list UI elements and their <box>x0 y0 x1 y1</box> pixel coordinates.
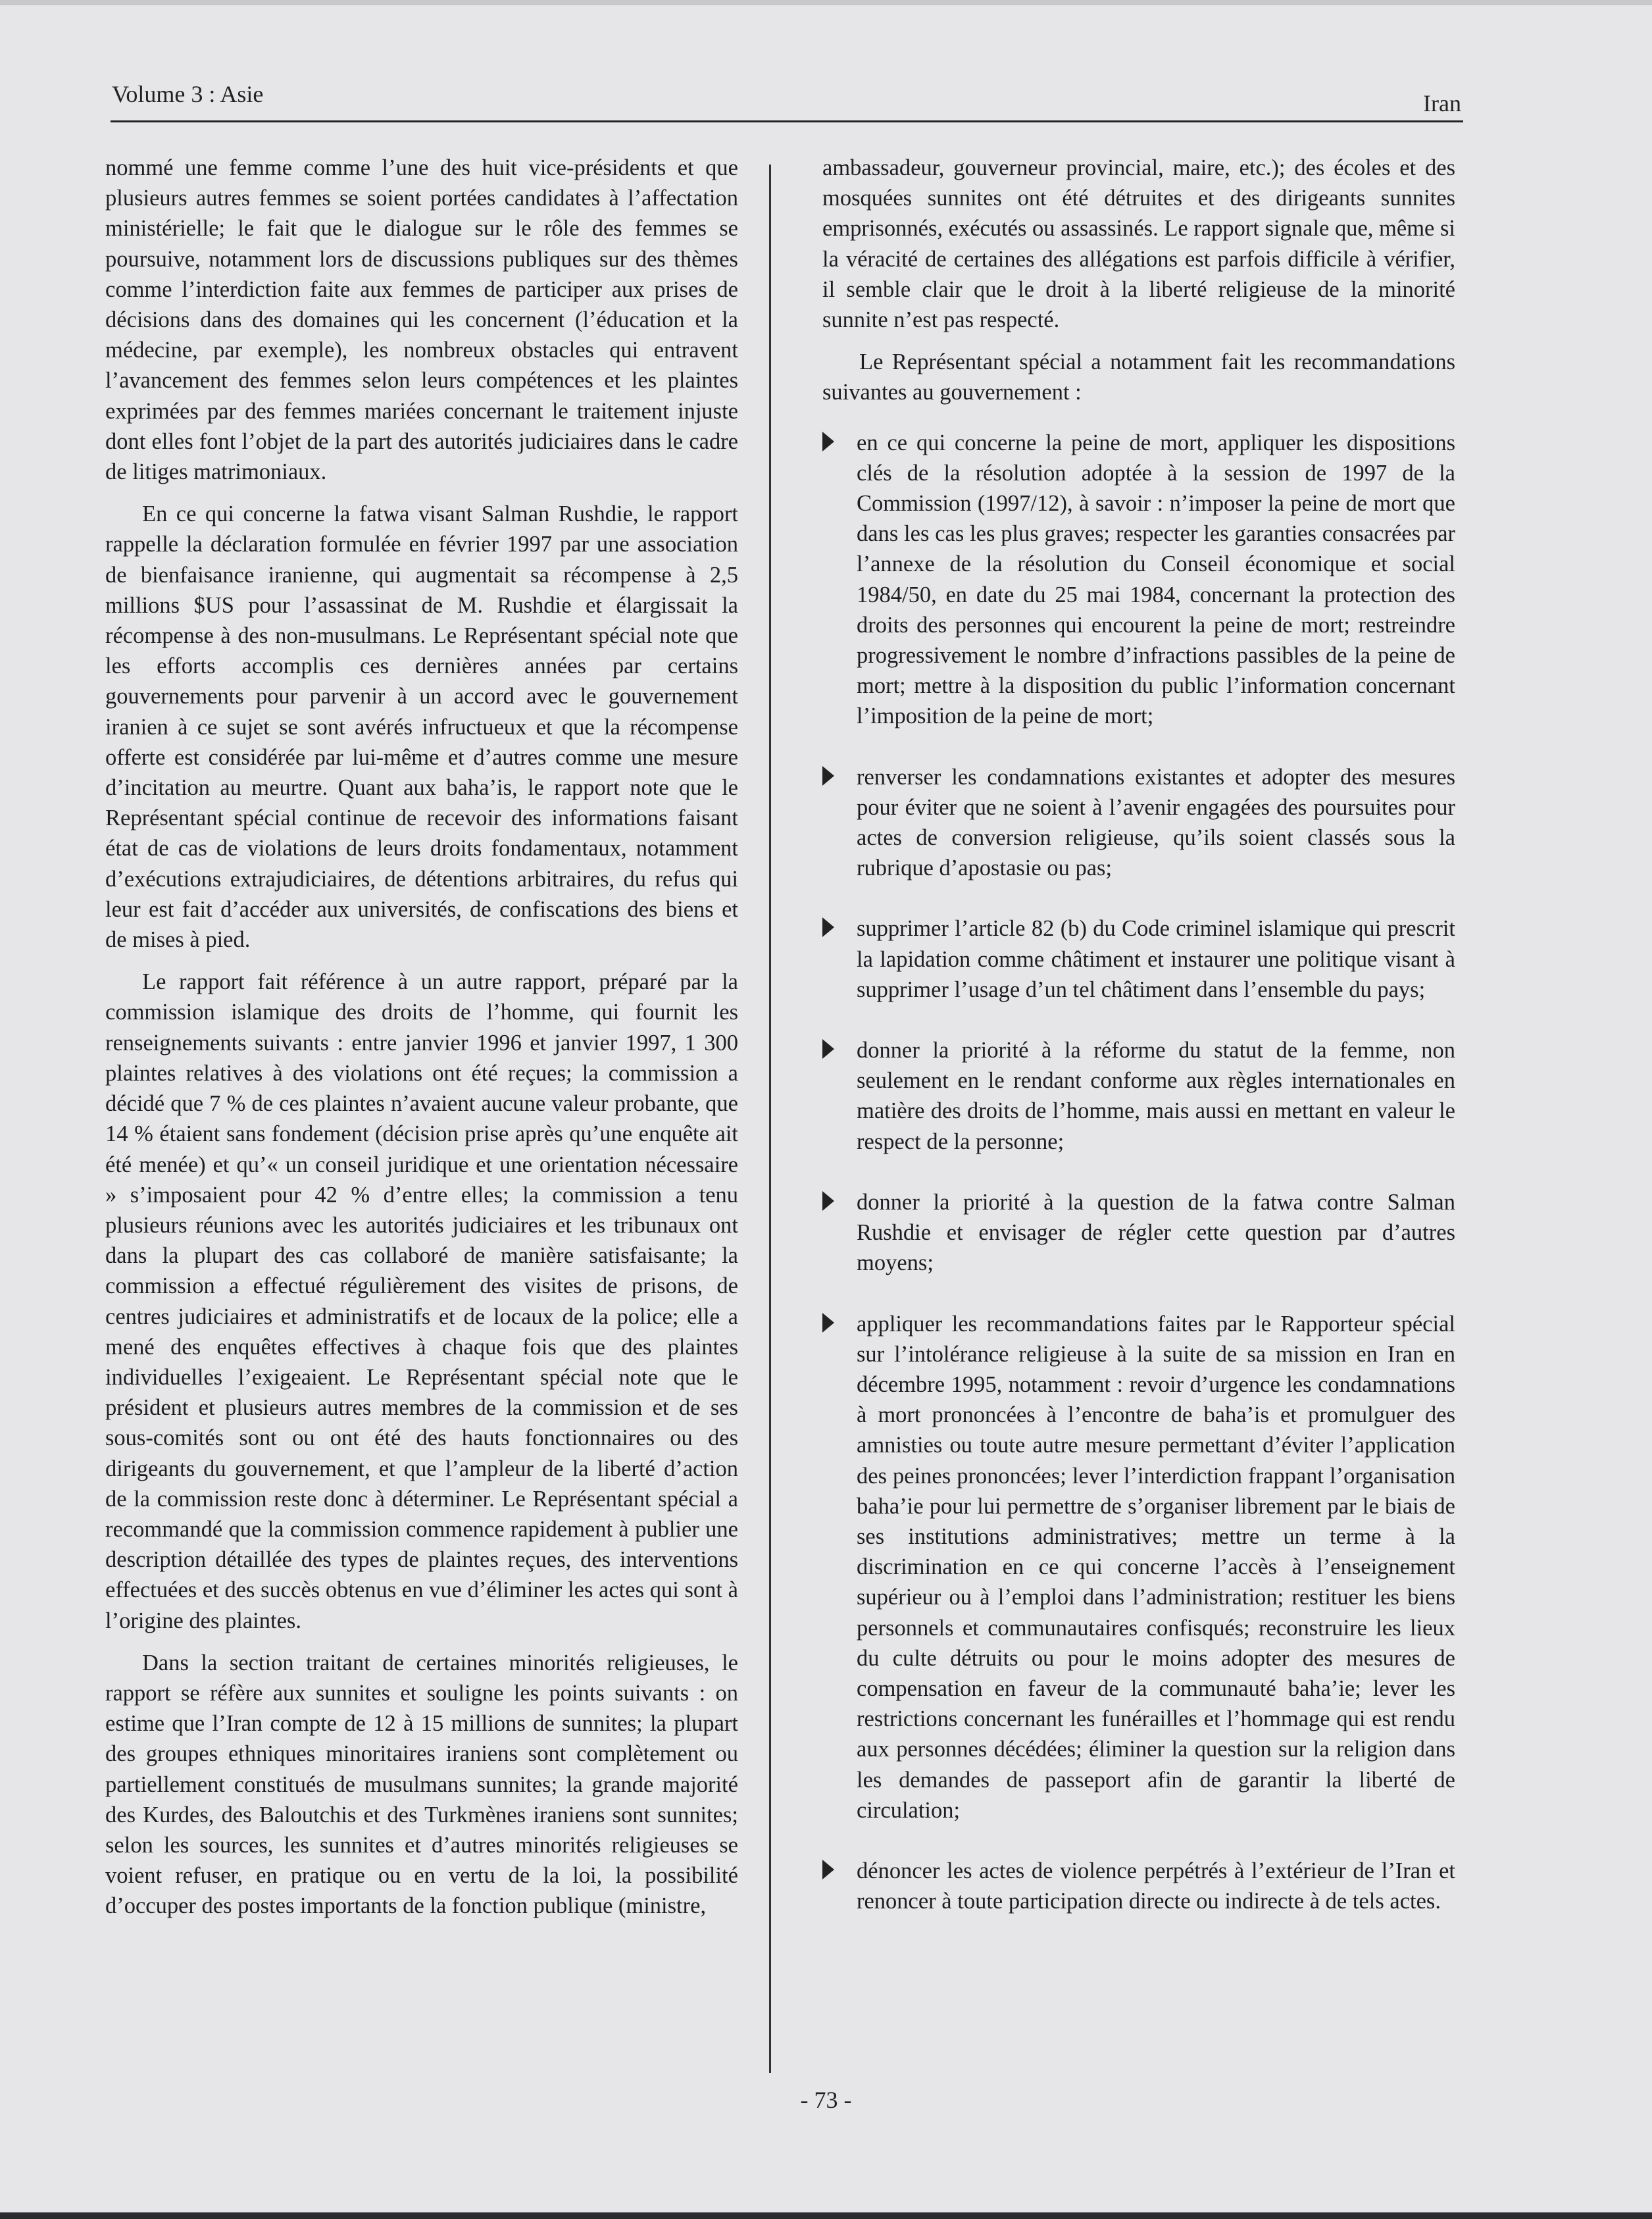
recommendation-item <box>822 1035 1455 1157</box>
paragraph: ambassadeur, gouverneur provincial, maire, etc.); des écoles et des mosquées sunnites ont été détruites et des dirigeants sunnites emprisonnés, exécutés ou assassinés. Le rapport signale que, même si la véracité de certaines des allégations est parfois difficile à vérifier, il semble clair que le droit à la liberté religieuse de la minorité sunnite n’est pas respecté. <box>822 155 1455 333</box>
recommendation-text: appliquer les recommandations faites par le Rapporteur spécial sur l’intolérance religieuse à la suite de sa mission en Iran en décembre 1995, notamment : revoir d’urgence les condamnations à mort prononcées à l’encontre de baha’is et promulguer des amnisties ou toute autre mesure permettant d’éviter l’application des peines prononcées; lever l’interdiction frappant l’organisation baha’ie pour lui permettre de s’organiser librement par le biais de ses institutions administratives; mettre un terme à la discrimination en ce qui concerne l’accès à l’enseignement supérieur ou à l’emploi dans l’administration; restituer les biens personnels et communautaires confisqués; reconstruire les lieux du culte détruits ou pour le moins adopter des mesures de compensation en faveur de la communauté baha’ie; lever les restrictions concernant les funérailles et l’hommage qui est rendu aux personnes décédées; éliminer la question sur la religion dans les demandes de passeport afin de garantir la liberté de circulation; <box>857 1311 1455 1823</box>
triangle-bullet-icon <box>822 766 834 786</box>
triangle-bullet-icon <box>822 432 834 451</box>
triangle-bullet-icon <box>822 1191 834 1211</box>
recommendation-text: renverser les condamnations existantes et adopter des mesures pour éviter que ne soient à l’avenir engagées des poursuites pour actes de conversion religieuse, qu’ils soient classés sous la rubrique d’apostasie ou pas; <box>857 764 1455 881</box>
recommendation-text: donner la priorité à la question de la fatwa contre Salman Rushdie et envisager de régler cette question par d’autres moyens; <box>857 1189 1455 1276</box>
recommendation-item <box>822 1856 1455 1916</box>
recommendation-text: dénoncer les actes de violence perpétrés à l’extérieur de l’Iran et renoncer à toute participation directe ou indirecte à de tels actes. <box>857 1858 1455 1914</box>
running-head-volume: Volume 3 : Asie <box>112 81 264 107</box>
triangle-bullet-icon <box>822 1860 834 1879</box>
paragraph-intro: Le Représentant spécial a notamment fait les recommandations suivantes au gouvernement : <box>822 349 1455 405</box>
recommendation-text: supprimer l’article 82 (b) du Code criminel islamique qui prescrit la lapidation comme châtiment et instaurer une politique visant à supprimer l’usage d’un tel châtiment dans l’ensemble du pays; <box>857 916 1455 1002</box>
recommendation-text: en ce qui concerne la peine de mort, appliquer les dispositions clés de la résolution adoptée à la session de 1997 de la Commission (1997/12), à savoir : n’imposer la peine de mort que dans les cas les plus graves; respecter les garanties consacrées par l’annexe de la résolution du Conseil économique et social 1984/50, en date du 25 mai 1984, concernant la protection des droits des personnes qui encourent la peine de mort; restreindre progressivement le nombre d’infractions passibles de la peine de mort; mettre à la disposition du public l’information concernant l’imposition de la peine de mort; <box>857 430 1455 729</box>
page-number: - 73 - <box>800 2087 852 2113</box>
running-head-country: Iran <box>1423 90 1461 116</box>
recommendation-item <box>822 913 1455 1005</box>
recommendation-item <box>822 428 1455 732</box>
recommendation-item <box>822 1309 1455 1825</box>
recommendation-text: donner la priorité à la réforme du statut de la femme, non seulement en le rendant conforme aux règles internationales en matière des droits de l’homme, mais aussi en mettant en valeur le respect de la personne; <box>857 1038 1455 1154</box>
triangle-bullet-icon <box>822 1313 834 1333</box>
right-column <box>822 153 1455 1947</box>
triangle-bullet-icon <box>822 1039 834 1059</box>
paragraph: En ce qui concerne la fatwa visant Salman Rushdie, le rapport rappelle la déclaration formulée en février 1997 par une association de bienfaisance iranienne, qui augmentait sa récompense à 2,5 millions $US pour l’assassinat de M. Rushdie et élargissait la récompense à des non-musulmans. Le Représentant spécial note que les efforts accomplis ces dernières années par certains gouvernements pour parvenir à un accord avec le gouvernement iranien à ce sujet se sont avérés infructueux et que la récompense offerte est considérée par lui-même et d’autres comme une mesure d’incitation au meurtre. Quant aux baha’is, le rapport note que le Représentant spécial continue de recevoir des informations faisant état de cas de violations de leurs droits fondamentaux, notamment d’exécutions extrajudiciaires, de détentions arbitraires, du refus qui leur est fait d’accéder aux universités, de confiscations des biens et de mises à pied. <box>105 501 738 953</box>
triangle-bullet-icon <box>822 917 834 937</box>
column-divider <box>769 165 771 2073</box>
recommendation-item <box>822 1187 1455 1279</box>
header-rule <box>111 120 1463 122</box>
recommendation-item <box>822 762 1455 884</box>
page-bottom-edge <box>0 2212 1652 2219</box>
paragraph: Le rapport fait référence à un autre rapport, préparé par la commission islamique des droits de l’homme, qui fournit les renseignements suivants : entre janvier 1996 et janvier 1997, 1 300 plaintes relatives à des violations ont été reçues; la commission a décidé que 7 % de ces plaintes n’avaient aucune valeur probante, que 14 % étaient sans fondement (décision prise après qu’une enquête ait été menée) et qu’« un conseil juridique et une orientation nécessaire » s’imposaient pour 42 % d’entre elles; la commission a tenu plusieurs réunions avec les autorités judiciaires et les tribunaux ont dans la plupart des cas collaboré de manière satisfaisante; la commission a effectué régulièrement des visites de prisons, de centres judiciaires et administratifs et de locaux de la police; elle a mené des enquêtes effectives à chaque fois que des plaintes individuelles l’exigeaient. Le Représentant spécial note que le président et plusieurs autres membres de la commission et de ses sous-comités sont ou ont été des hauts fonctionnaires ou des dirigeants du gouvernement, et que l’ampleur de la liberté d’action de la commission reste donc à déterminer. Le Représentant spécial a recommandé que la commission commence rapidement à publier une description détaillée des types de plaintes reçues, des interventions effectuées et des succès obtenus en vue d’éliminer les actes qui sont à l’origine des plaintes. <box>105 969 738 1633</box>
page-top-edge <box>0 0 1652 5</box>
paragraph: Dans la section traitant de certaines minorités religieuses, le rapport se réfère aux sunnites et souligne les points suivants : on estime que l’Iran compte de 12 à 15 millions de sunnites; la plupart des groupes ethniques minoritaires iraniens sont complètement ou partiellement constitués de musulmans sunnites; la grande majorité des Kurdes, des Baloutchis et des Turkmènes iraniens sont sunnites; selon les sources, les sunnites et d’autres minorités religieuses se voient refuser, en pratique ou en vertu de la loi, la possibilité d’occuper des postes importants de la fonction publique (ministre, <box>105 1650 738 1919</box>
left-column <box>105 153 738 1933</box>
paragraph: nommé une femme comme l’une des huit vice-présidents et que plusieurs autres femmes se soient portées candidates à l’affectation ministérielle; le fait que le dialogue sur le rôle des femmes se poursuive, notamment lors de discussions publiques sur des thèmes comme l’interdiction faite aux femmes de participer aux prises de décisions dans des domaines qui les concernent (l’éducation et la médecine, par exemple), les nombreux obstacles qui entravent l’avancement des femmes selon leurs compétences et les plaintes exprimées par des femmes mariées concernant le traitement injuste dont elles font l’objet de la part des autorités judiciaires dans le cadre de litiges matrimoniaux. <box>105 155 738 485</box>
